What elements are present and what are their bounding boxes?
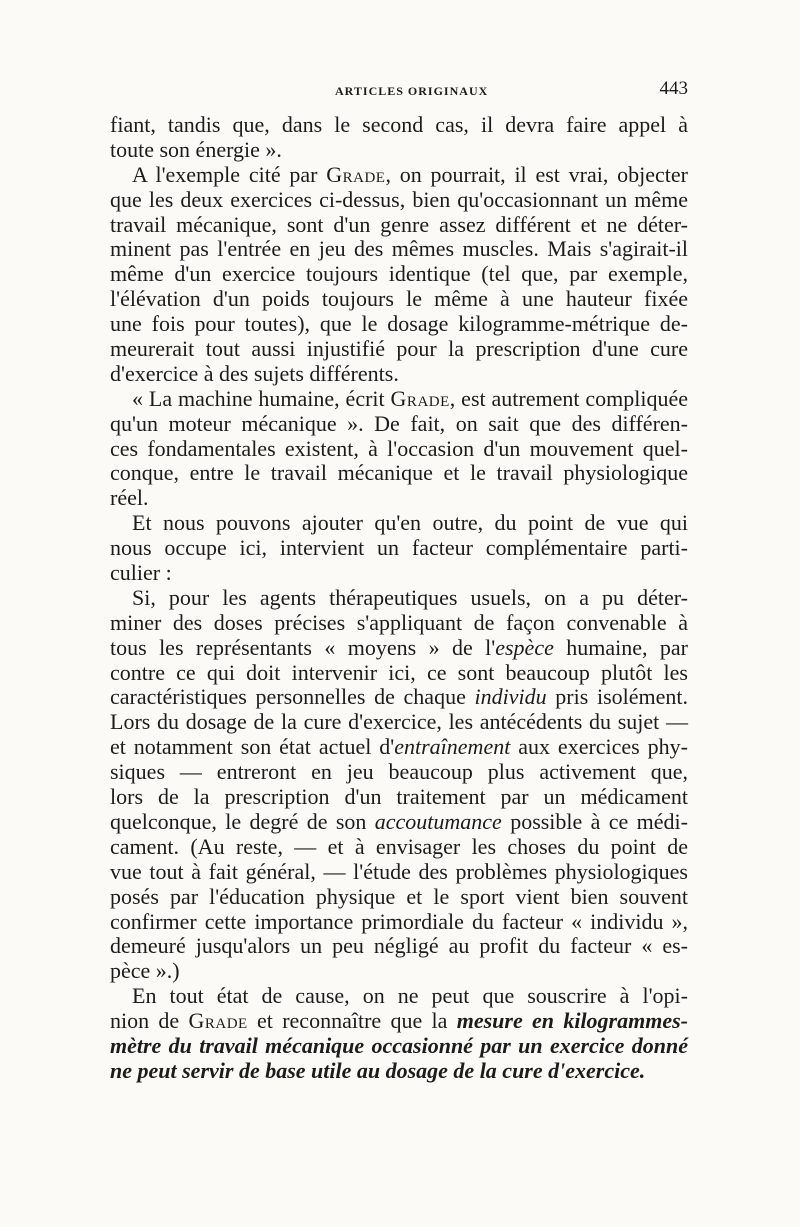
author-name: Grade <box>390 385 450 411</box>
text-line: réel. <box>110 485 149 511</box>
text-line: travail mécanique, sont d'un genre assez différent et ne déter- <box>110 211 688 237</box>
text-line: lors de la prescription d'un traitement par un médicament <box>110 784 688 810</box>
text-line: d'exercice à des sujets différents. <box>110 360 399 386</box>
text-line: nion de Grade et reconnaître que la mesure en kilogrammes- <box>110 1008 688 1034</box>
text-line: meurerait tout aussi injustifié pour la prescription d'une cure <box>110 336 688 362</box>
text-line: pèce ».) <box>110 958 180 984</box>
italic-term: individu <box>474 684 547 710</box>
text-line: contre ce qui doit intervenir ici, ce sont beaucoup plutôt les <box>110 659 688 685</box>
text-line: « La machine humaine, écrit Grade, est autrement compliquée <box>132 385 688 411</box>
text-line: Si, pour les agents thérapeutiques usuels, on a pu déter- <box>132 584 688 610</box>
text-line: caractéristiques personnelles de chaque individu pris isolément. <box>110 684 688 710</box>
running-head: ARTICLES ORIGINAUX <box>335 84 489 98</box>
text-line: A l'exemple cité par Grade, on pourrait, il est vrai, objecter <box>132 161 688 187</box>
text-line: vue tout à fait général, — l'étude des problèmes physiologiques <box>110 858 688 884</box>
text-line: posés par l'éducation physique et le sport vient bien souvent <box>110 883 688 909</box>
text-line: cament. (Au reste, — et à envisager les choses du point de <box>110 833 688 859</box>
text-line: siques — entreront en jeu beaucoup plus activement que, <box>110 759 688 785</box>
text-line: En tout état de cause, on ne peut que souscrire à l'opi- <box>132 983 688 1009</box>
page-number: 443 <box>659 78 688 99</box>
text-line: demeuré jusqu'alors un peu négligé au profit du facteur « es- <box>110 933 688 959</box>
italic-conclusion: mesure en kilogrammes- <box>456 1008 688 1034</box>
text-line: Lors du dosage de la cure d'exercice, les antécédents du sujet — <box>110 709 688 735</box>
body-text <box>110 113 688 1084</box>
author-name: Grade <box>188 1008 248 1034</box>
text-line: qu'un moteur mécanique ». De fait, on sait que des différen- <box>110 410 688 436</box>
text-line: toute son énergie ». <box>110 136 282 162</box>
text-line: que les deux exercices ci-dessus, bien qu'occasionnant un même <box>110 186 688 212</box>
text-line: ne peut servir de base utile au dosage de la cure d'exercice. <box>110 1057 646 1083</box>
text-line: culier : <box>110 560 172 586</box>
author-name: Grade <box>326 161 386 187</box>
italic-term: accoutumance <box>374 808 502 834</box>
text-line: Et nous pouvons ajouter qu'en outre, du point de vue qui <box>132 510 688 536</box>
text-line: et notamment son état actuel d'entraînement aux exercices phy- <box>110 734 688 760</box>
text-line: mètre du travail mécanique occasionné par un exercice donné <box>110 1032 688 1058</box>
text-line: une fois pour toutes), que le dosage kilogramme-métrique de- <box>110 311 688 337</box>
text-line: miner des doses précises s'appliquant de façon convenable à <box>110 609 688 635</box>
text-line: conque, entre le travail mécanique et le travail physiologique <box>110 460 688 486</box>
text-line: tous les représentants « moyens » de l'espèce humaine, par <box>110 634 688 660</box>
text-line: nous occupe ici, intervient un facteur complémentaire parti- <box>110 535 688 561</box>
italic-term: espèce <box>495 634 554 660</box>
text-line: ces fondamentales existent, à l'occasion d'un mouvement quel- <box>110 435 688 461</box>
text-line: fiant, tandis que, dans le second cas, il devra faire appel à <box>110 112 688 137</box>
text-line: minent pas l'entrée en jeu des mêmes muscles. Mais s'agirait-il <box>110 236 688 262</box>
text-line: l'élévation d'un poids toujours le même à une hauteur fixée <box>110 286 688 312</box>
page-header <box>110 78 688 100</box>
text-line: confirmer cette importance primordiale du facteur « individu », <box>110 908 688 934</box>
text-line: quelconque, le degré de son accoutumance possible à ce médi- <box>110 808 688 834</box>
text-line: même d'un exercice toujours identique (tel que, par exemple, <box>110 261 688 287</box>
italic-term: entraînement <box>394 734 511 760</box>
